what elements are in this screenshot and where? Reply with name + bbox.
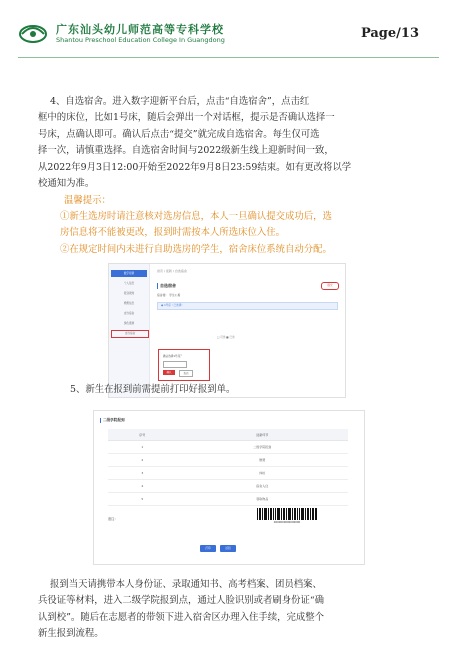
step4-line: 框中的床位，比如1号床，随后会弹出一个对话框，提示是否确认选择一	[38, 112, 335, 124]
print-button: 打印	[200, 545, 216, 552]
school-name-en: Shantou Preschool Education College In Guangdong	[56, 36, 225, 44]
screenshot2-table	[108, 429, 348, 506]
screenshot-breadcrumb: 首页 / 迎新 / 自选宿舍	[157, 269, 187, 273]
sidebar-item: 缴费信息	[123, 302, 135, 305]
page-header	[0, 0, 457, 62]
closing-line: 认到校”。随后在志愿者的带领下进入宿舍区办理入住手续，完成整个	[38, 611, 325, 623]
barcode-number: 0000000000000000	[273, 521, 301, 524]
sidebar-item: 绿色通道	[123, 322, 135, 325]
registration-form-screenshot	[93, 410, 365, 565]
screenshot-building-row: 宿舍楼： 学生公寓	[157, 293, 181, 297]
closing-line: 兵役证等材料，进入二级学院报到点，通过人脸识别或者刷身份证“确	[38, 595, 325, 607]
screenshot-legend: □ 可选 ■ 已选	[217, 336, 235, 339]
column-header: 迎新环节	[177, 429, 348, 441]
barcode-icon	[257, 508, 317, 520]
table-cell: 二级学院报到	[177, 441, 348, 454]
sidebar-item: 个人信息	[123, 282, 135, 285]
step4-paragraph	[38, 94, 418, 192]
tips-title: 温馨提示：	[64, 195, 111, 206]
school-name-cn: 广东汕头幼儿师范高等专科学校	[56, 23, 224, 36]
table-cell: 5	[108, 493, 177, 506]
dialog-field	[163, 361, 187, 368]
step4-line: 校通知为准。	[38, 178, 95, 190]
sidebar-item: 报到须知	[123, 292, 135, 295]
dialog-text: 确认选择1号床？	[163, 355, 183, 358]
table-cell: 宿舍入住	[177, 480, 348, 493]
closing-paragraph	[38, 577, 418, 643]
dialog-cancel-button: 取消	[179, 370, 193, 377]
table-row	[108, 454, 348, 467]
step4-line: 从2022年9月3日12:00开始至2022年9月8日23:59结束。如有更改将以学	[38, 161, 352, 173]
table-row	[108, 467, 348, 480]
table-cell: 2	[108, 454, 177, 467]
back-button: 返回	[220, 545, 236, 552]
dorm-selection-screenshot	[108, 263, 346, 398]
step4-line: 号床，点确认即可。确认后点击“提交”就完成自选宿舍。每生仅可选	[38, 128, 320, 140]
table-cell: 4	[108, 480, 177, 493]
tip-line: 房信息将不能被更改，报到时需按本人所选床位入住。	[60, 227, 286, 239]
closing-line: 新生报到流程。	[38, 628, 104, 640]
remark-label: 备注：	[108, 517, 118, 521]
screenshot-confirm-dialog	[158, 349, 210, 381]
dialog-ok-button: 确认	[163, 370, 175, 375]
table-cell: 3	[108, 467, 177, 480]
step4-line: 4、自选宿舍。进入数字迎新平台后，点击“自选宿舍”，点击红	[50, 96, 310, 107]
table-row	[108, 441, 348, 454]
table-cell: 1	[108, 441, 177, 454]
step4-line: 择一次，请慎重选择。自选宿舍时间与2022级新生线上迎新时间一致，	[38, 145, 334, 157]
screenshot-title: 自选宿舍	[157, 283, 176, 289]
table-header-row	[108, 429, 348, 441]
column-header: 序号	[108, 429, 177, 441]
table-row	[108, 480, 348, 493]
tip-line: ①新生选房时请注意核对选房信息，本人一旦确认提交成功后，选	[60, 211, 332, 223]
table-cell: 领取物品	[177, 493, 348, 506]
tips-block	[60, 193, 420, 258]
header-divider	[18, 57, 439, 58]
closing-line: 报到当天请携带本人身份证、录取通知书、高考档案、团员档案、	[50, 579, 322, 590]
table-cell: 体检	[177, 467, 348, 480]
table-cell: 缴费	[177, 454, 348, 467]
sidebar-item: 数字迎新	[111, 270, 147, 277]
step5-line: 5、新生在报到前需提前打印好报到单。	[70, 384, 236, 395]
sidebar-item-highlighted: 自选宿舍	[111, 330, 149, 338]
screenshot-sidebar	[109, 264, 150, 397]
tip-line: ②在规定时间内未进行自助选房的学生，宿舍床位系统自动分配。	[60, 243, 332, 255]
screenshot-bed-bar: ◉ 1号床（已选择）	[157, 302, 338, 310]
page-number: Page/13	[360, 26, 419, 41]
sidebar-item: 自选宿舍	[123, 312, 135, 315]
screenshot-submit-button: 提交	[321, 282, 339, 290]
screenshot2-title: 二级学院报到	[100, 418, 125, 423]
table-row	[108, 493, 348, 506]
school-logo-icon	[18, 18, 48, 48]
